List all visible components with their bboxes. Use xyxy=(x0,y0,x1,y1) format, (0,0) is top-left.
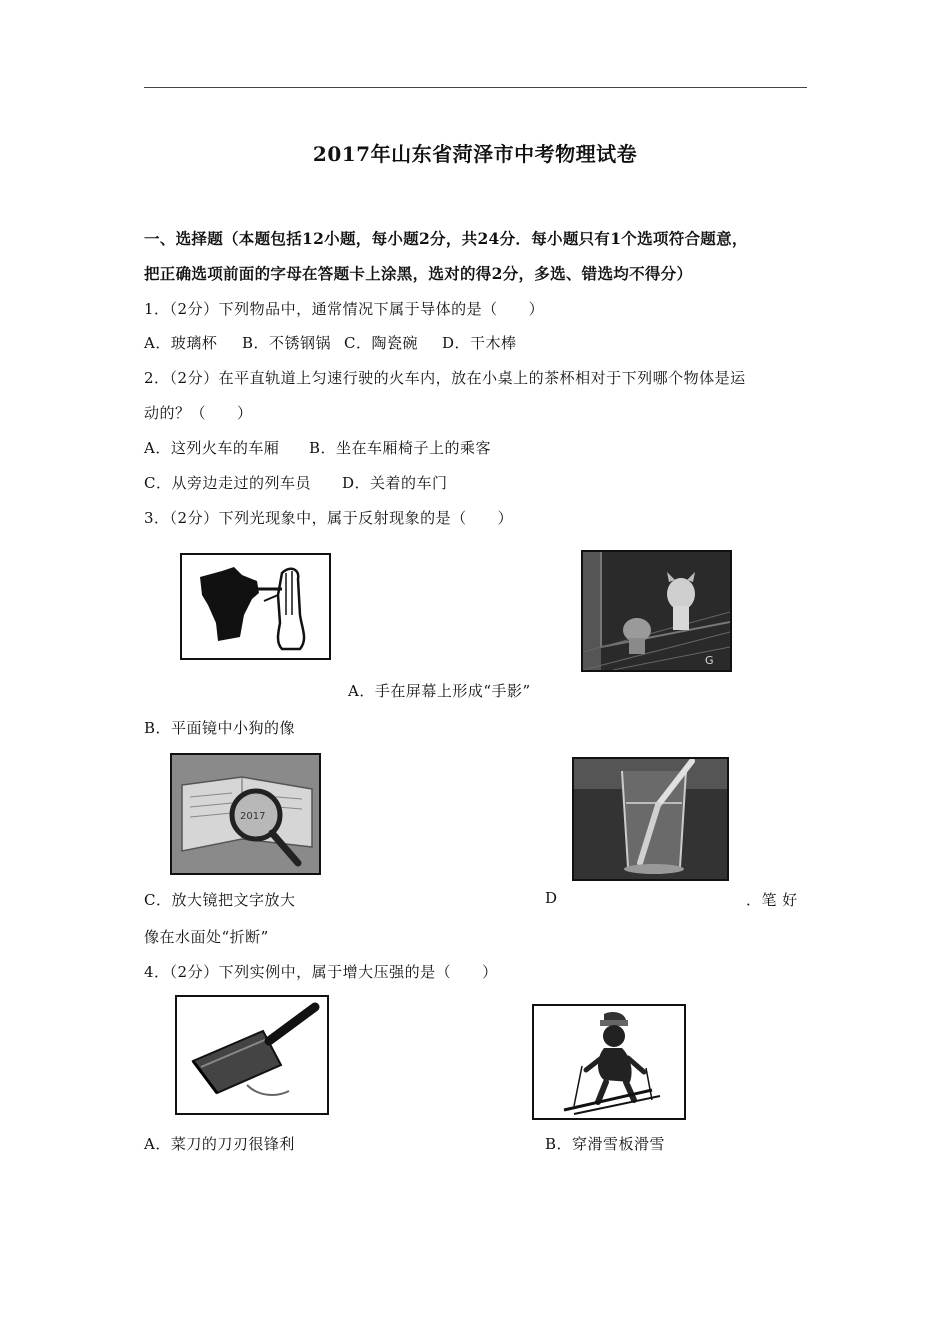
option-d: D．关着的车门 xyxy=(342,474,448,492)
question-3-option-c: C．放大镜把文字放大 xyxy=(144,891,296,909)
cleaver-image xyxy=(175,995,329,1115)
option-b: B．坐在车厢椅子上的乘客 xyxy=(309,439,492,457)
question-4-option-a: A．菜刀的刀刃很锋利 xyxy=(144,1135,295,1153)
option-a: A．这列火车的车厢 xyxy=(144,439,280,457)
question-2-options-row1 xyxy=(144,437,491,458)
question-2-stem-line1: 2．（2分）在平直轨道上匀速行驶的火车内，放在小桌上的茶杯相对于下列哪个物体是运 xyxy=(144,369,746,387)
question-3-option-a: A．手在屏幕上形成“手影” xyxy=(348,682,531,700)
question-3-option-d-prefix: D xyxy=(545,889,558,907)
section-heading-line2: 把正确选项前面的字母在答题卡上涂黑，选对的得2分，多选、错选均不得分） xyxy=(144,264,693,283)
question-2-stem-line2: 动的？（ ） xyxy=(144,404,253,422)
header-rule xyxy=(144,87,807,88)
hand-shadow-image xyxy=(180,553,331,660)
skier-image xyxy=(532,1004,686,1120)
option-a: A．玻璃杯 xyxy=(144,334,218,352)
pencil-in-water-image xyxy=(572,757,729,881)
question-2-options-row2 xyxy=(144,472,448,493)
page-title: 2017年山东省菏泽市中考物理试卷 xyxy=(312,142,638,166)
question-3-stem: 3．（2分）下列光现象中，属于反射现象的是（ ） xyxy=(144,509,514,527)
question-1-stem: 1．（2分）下列物品中，通常情况下属于导体的是（ ） xyxy=(144,300,545,318)
question-3-option-d-rest: 像在水面处“折断” xyxy=(144,928,269,946)
dog-mirror-image xyxy=(581,550,732,672)
option-c: C．从旁边走过的列车员 xyxy=(144,474,311,492)
question-3-option-b: B．平面镜中小狗的像 xyxy=(144,719,296,737)
magnifier-image xyxy=(170,753,321,875)
question-3-option-d-mid: ．笔 好 xyxy=(746,891,798,909)
svg-text:2017: 2017 xyxy=(240,811,266,822)
option-b: B．不锈钢锅 xyxy=(242,334,332,352)
option-d: D．干木棒 xyxy=(442,334,517,352)
question-4-option-b: B．穿滑雪板滑雪 xyxy=(545,1135,666,1153)
question-1-options xyxy=(144,332,517,353)
section-heading-line1: 一、选择题（本题包括12小题，每小题2分，共24分．每小题只有1个选项符合题意， xyxy=(144,229,748,248)
question-4-stem: 4．（2分）下列实例中，属于增大压强的是（ ） xyxy=(144,963,498,981)
option-c: C．陶瓷碗 xyxy=(344,334,418,352)
svg-text:G: G xyxy=(705,654,714,667)
